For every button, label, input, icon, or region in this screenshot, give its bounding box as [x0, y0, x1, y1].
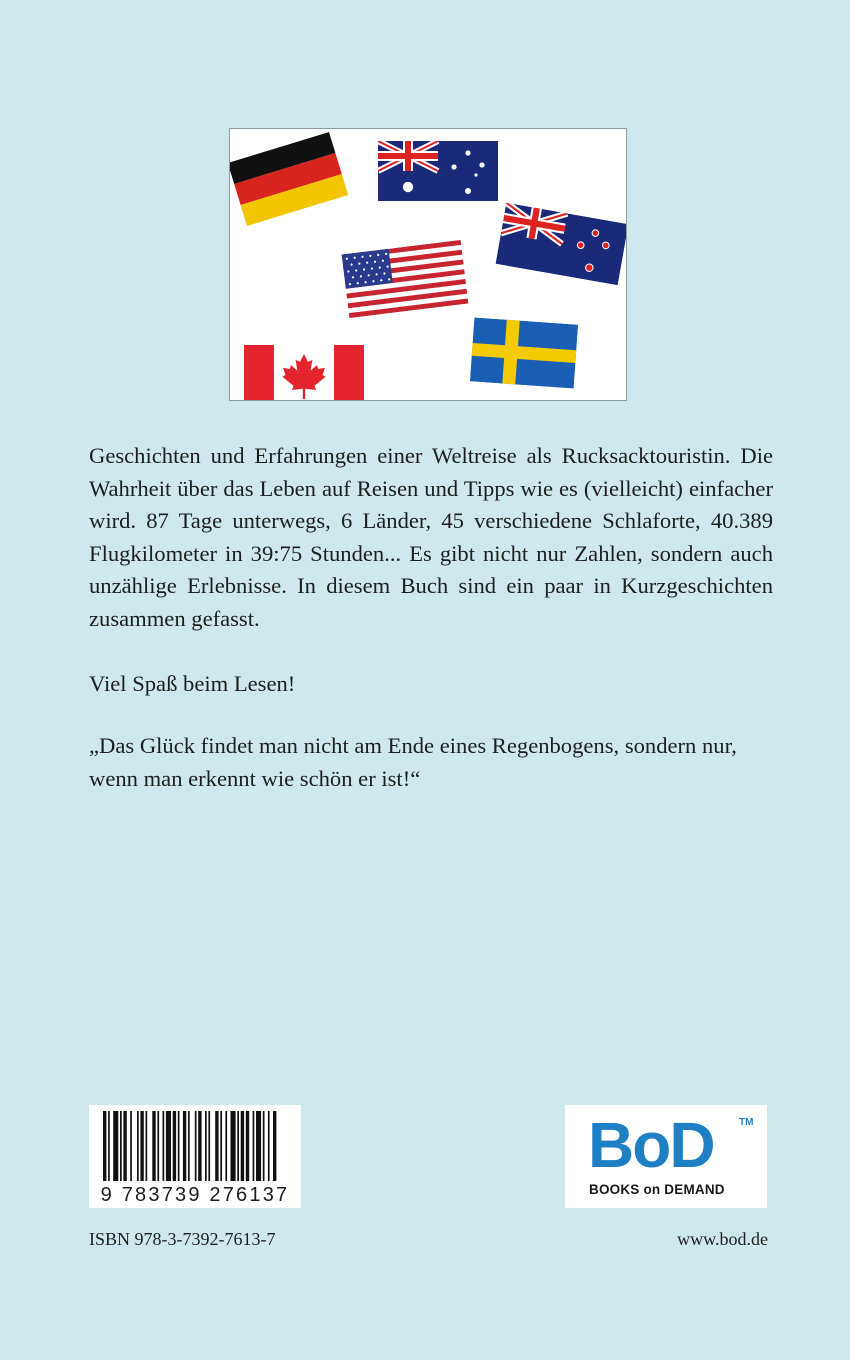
- publisher-logo: [565, 1105, 767, 1208]
- greeting-line: Viel Spaß beim Lesen!: [89, 671, 296, 696]
- publisher-tagline: BOOKS on DEMAND: [589, 1182, 725, 1197]
- isbn-text: ISBN 978-3-7392-7613-7: [89, 1229, 276, 1249]
- flag-germany-icon: [229, 132, 348, 226]
- trademark-mark: TM: [739, 1117, 754, 1128]
- barcode-bars-icon: [89, 1105, 301, 1187]
- flags-illustration: [229, 128, 627, 401]
- barcode-digits: 9 783739 276137: [100, 1184, 290, 1206]
- flag-new-zealand-icon: [496, 203, 627, 286]
- flag-canada-icon: [244, 345, 364, 401]
- flag-usa-icon: [342, 240, 469, 318]
- barcode: [89, 1105, 301, 1208]
- quote: „Das Glück findet man nicht am Ende eines Regenbogens, sondern nur, wenn man erkennt wie schön er ist!“: [89, 733, 737, 791]
- flag-sweden-icon: [470, 317, 578, 388]
- flag-australia-icon: [378, 141, 498, 201]
- bod-logo-text: BoD: [588, 1109, 714, 1181]
- back-cover-blurb: Geschichten und Erfahrungen einer Weltreise als Rucksacktouristin. Die Wahrheit über das Leben auf Reisen und Tipps wie es (vielleicht) einfacher wird. 87 Tage unterwegs, 6 Länder, 45 verschiedene Schlaforte, 40.389 Flugkilometer in 39:75 Stunden... Es gibt nicht nur Zahlen, sondern auch unzählige Erlebnisse. In diesem Buch sind ein paar in Kurzgeschichten zusammen gefasst.: [89, 443, 773, 631]
- publisher-website: www.bod.de: [677, 1229, 768, 1249]
